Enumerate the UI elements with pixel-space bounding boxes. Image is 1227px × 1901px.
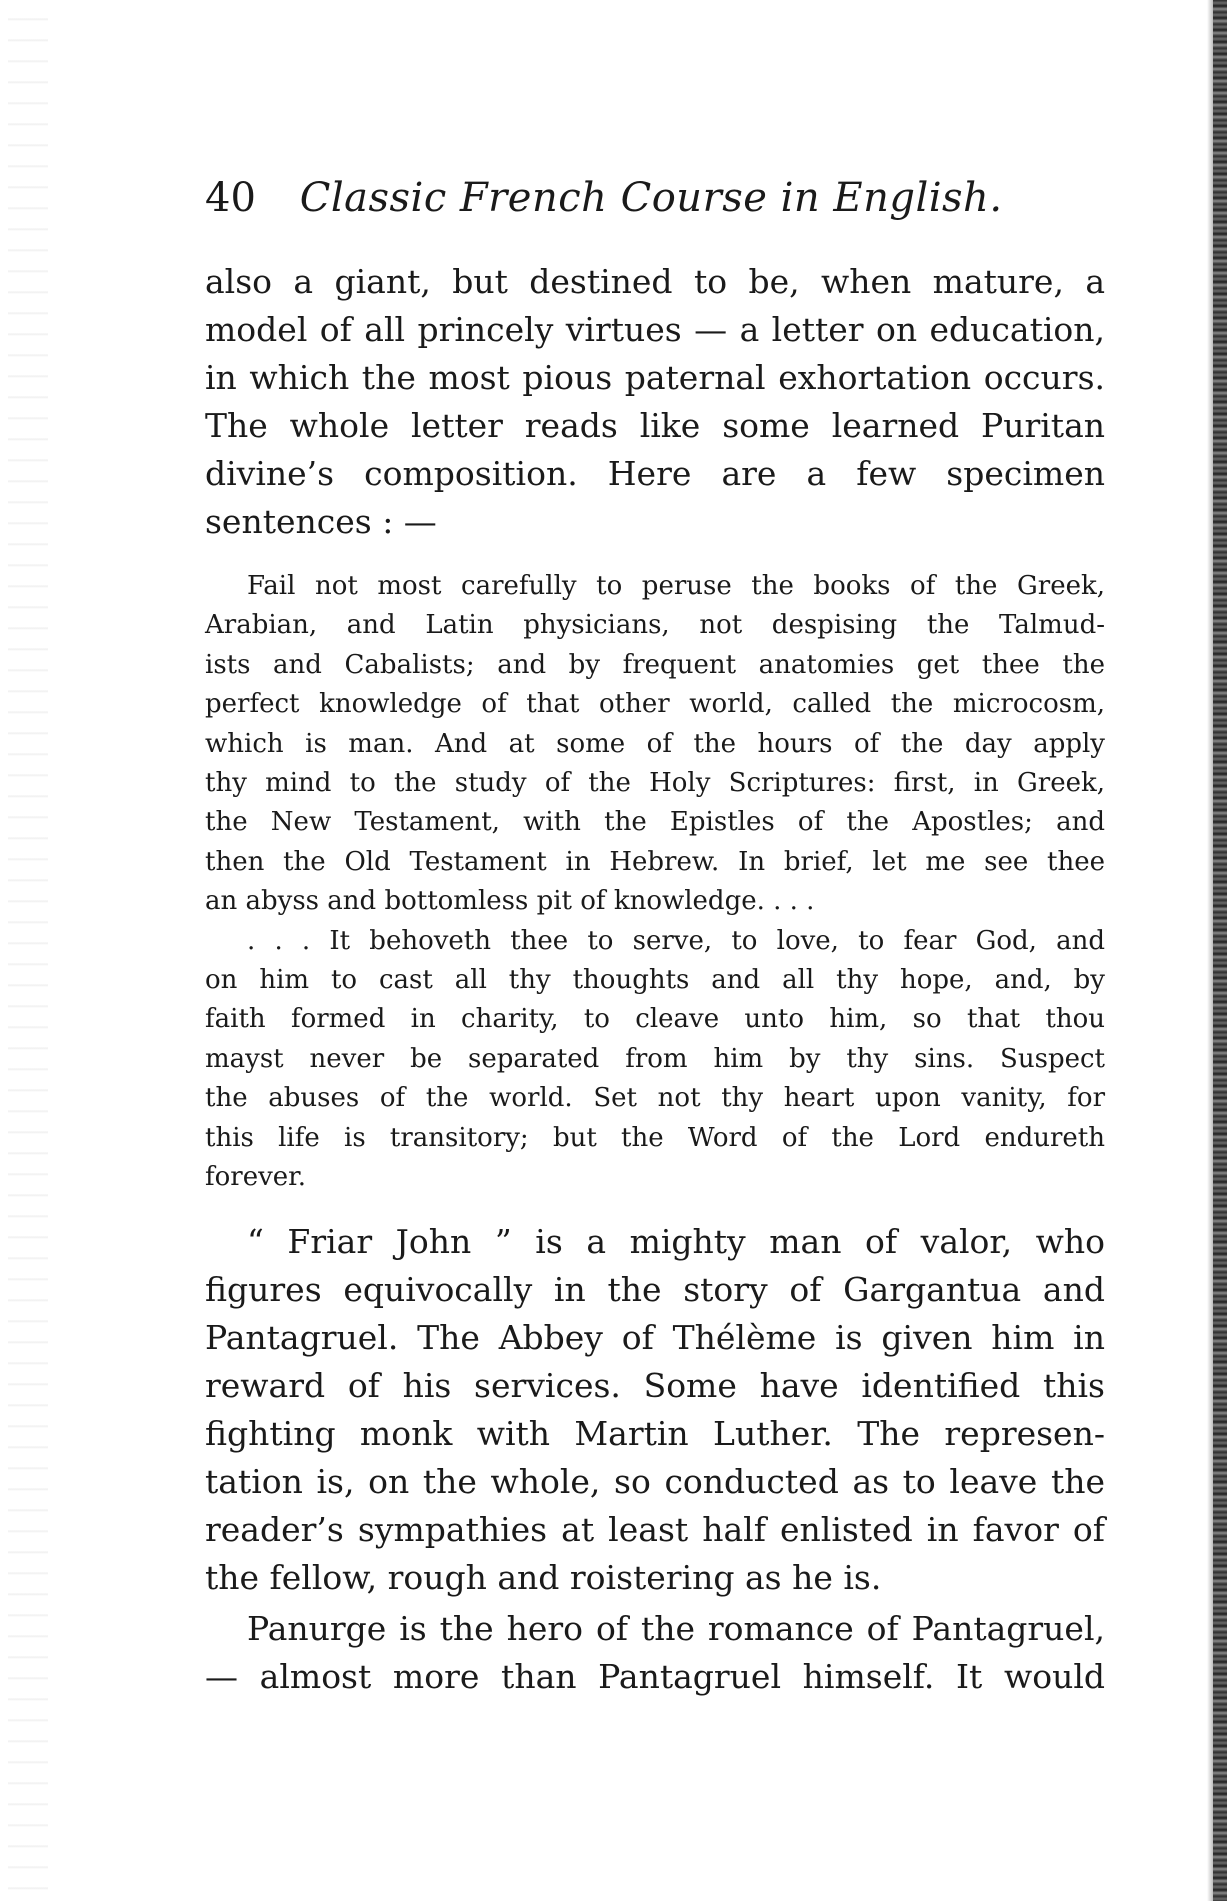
quote-line: the New Testament, with the Epistles of the Apostles; and bbox=[205, 807, 1105, 838]
quote-line: Arabian, and Latin physicians, not despising the Talmud- bbox=[205, 610, 1105, 641]
text-line: The whole letter reads like some learned Puritan bbox=[205, 406, 1105, 445]
text-line: sentences : — bbox=[205, 502, 437, 541]
text-line: Pantagruel. The Abbey of Thélème is given him in bbox=[205, 1318, 1105, 1357]
text-line: “ Friar John ” is a mighty man of valor, who bbox=[247, 1222, 1105, 1261]
quote-line: . . . It behoveth thee to serve, to love, to fear God, and bbox=[247, 925, 1105, 956]
text-line: the fellow, rough and roistering as he is. bbox=[205, 1558, 882, 1597]
binding-edge bbox=[1213, 0, 1227, 1901]
left-gutter-specks bbox=[8, 0, 48, 1901]
quote-line: forever. bbox=[205, 1162, 307, 1193]
quote-line: the abuses of the world. Set not thy heart upon vanity, for bbox=[205, 1083, 1105, 1114]
text-line: model of all princely virtues — a letter on education, bbox=[205, 310, 1105, 349]
text-line: divine’s composition. Here are a few specimen bbox=[205, 454, 1105, 493]
quote-line: perfect knowledge of that other world, called the microcosm, bbox=[205, 689, 1105, 720]
quote-line: thy mind to the study of the Holy Scriptures: first, in Greek, bbox=[205, 768, 1105, 799]
quote-line: this life is transitory; but the Word of the Lord endureth bbox=[205, 1122, 1105, 1153]
quote-line: Fail not most carefully to peruse the books of the Greek, bbox=[247, 571, 1105, 601]
quote-line: then the Old Testament in Hebrew. In brief, let me see thee bbox=[205, 846, 1105, 877]
block-quotation bbox=[205, 567, 1105, 1198]
quote-line: on him to cast all thy thoughts and all thy hope, and, by bbox=[205, 965, 1105, 996]
text-line: reader’s sympathies at least half enlisted in favor of bbox=[205, 1510, 1105, 1549]
quote-line: an abyss and bottomless pit of knowledge. . . . bbox=[205, 886, 815, 917]
text-line: also a giant, but destined to be, when mature, a bbox=[205, 262, 1105, 301]
paragraph-2 bbox=[205, 1218, 1105, 1602]
text-line: reward of his services. Some have identified this bbox=[205, 1366, 1105, 1405]
page-header bbox=[205, 168, 1105, 228]
paragraph-1 bbox=[205, 258, 1105, 546]
quote-line: which is man. And at some of the hours of the day apply bbox=[205, 728, 1105, 759]
quote-line: ists and Cabalists; and by frequent anatomies get thee the bbox=[205, 649, 1105, 680]
quote-line: mayst never be separated from him by thy sins. Suspect bbox=[205, 1043, 1105, 1074]
text-line: fighting monk with Martin Luther. The represen- bbox=[205, 1414, 1105, 1453]
page-number: 40 bbox=[205, 175, 256, 221]
text-line: — almost more than Pantagruel himself. It would bbox=[205, 1657, 1105, 1696]
paragraph-3 bbox=[205, 1605, 1105, 1701]
text-line: Panurge is the hero of the romance of Pantagruel, bbox=[247, 1609, 1105, 1648]
running-title: Classic French Course in English. bbox=[299, 175, 1003, 221]
text-line: figures equivocally in the story of Gargantua and bbox=[205, 1270, 1105, 1309]
text-line: in which the most pious paternal exhortation occurs. bbox=[205, 358, 1105, 397]
quote-line: faith formed in charity, to cleave unto him, so that thou bbox=[205, 1004, 1105, 1035]
text-line: tation is, on the whole, so conducted as to leave the bbox=[205, 1462, 1105, 1501]
